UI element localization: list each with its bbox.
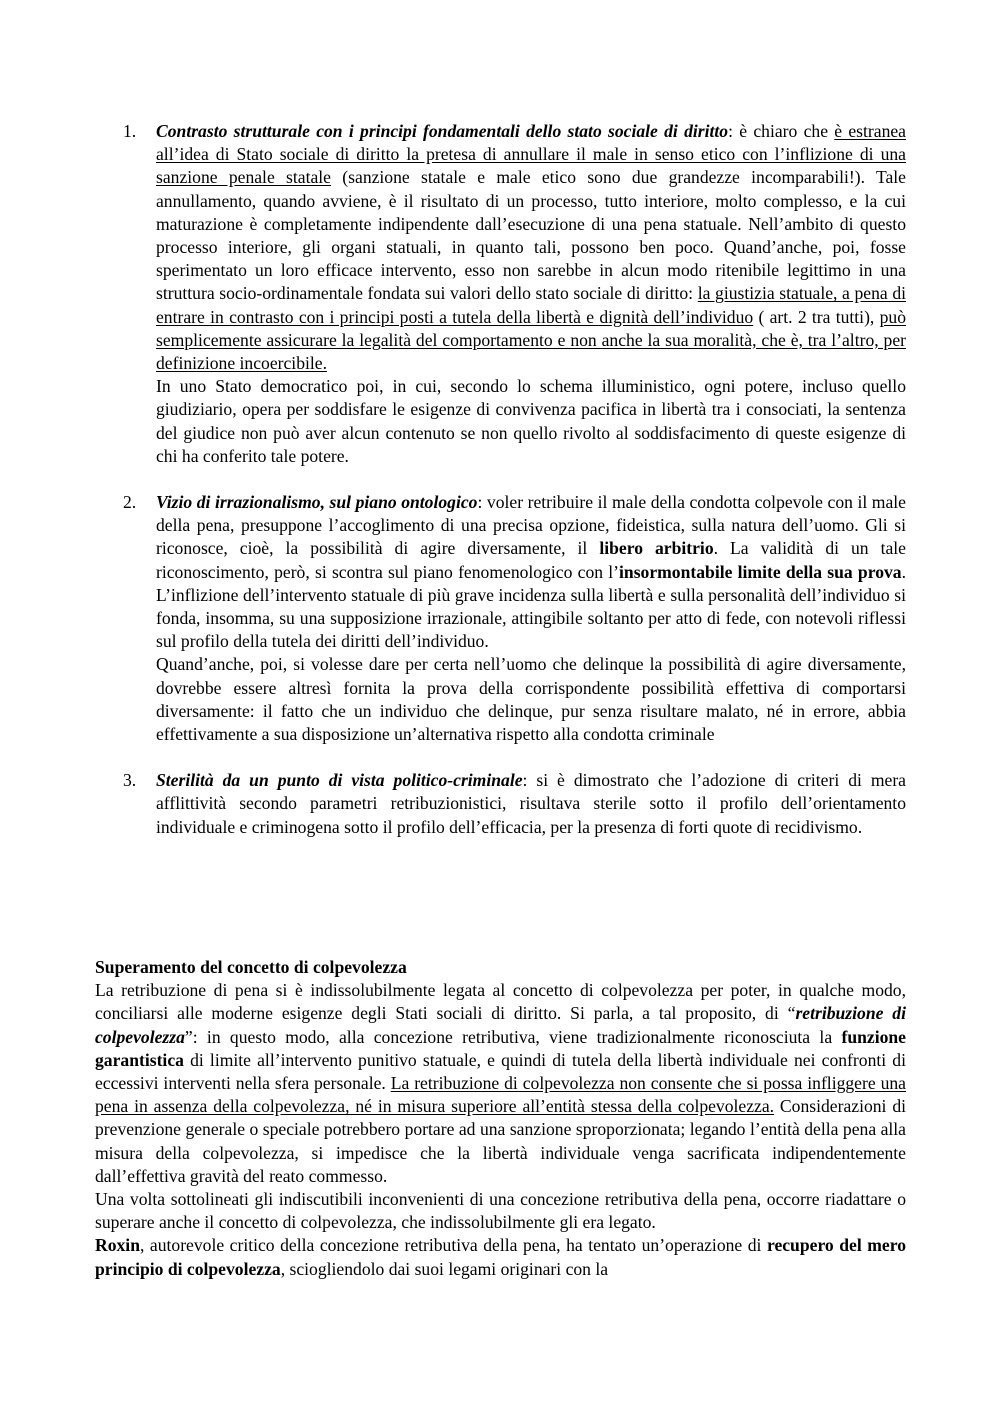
underlined-text: è estranea all’idea di Stato sociale di diritto la pretesa di annullare il male in senso etico con l’inflizione di una sanzione penale statale: [156, 121, 906, 188]
text-run: Considerazioni di prevenzione generale o speciale potrebbero portare ad una sanzione sproporzionata; legando l’entità della pena alla misura della colpevolezza, si impedisce che la libertà individuale venga sacrificata indipendentemente dall’effettiva gravità del reato commesso.: [95, 1096, 906, 1186]
paragraph: [95, 979, 906, 1188]
text-run: . La validità di un tale riconoscimento, però, si scontra sul piano fenomenologico con l’: [156, 538, 906, 582]
list-number: 3.: [123, 770, 137, 791]
paragraph: [156, 769, 906, 839]
text-run: : è chiaro che: [728, 121, 835, 141]
text-run: La retribuzione di pena si è indissolubilmente legata al concetto di colpevolezza per poter, in qualche modo, conciliarsi alle moderne esigenze degli Stati sociali di diritto. Si parla, a tal proposito, di “: [95, 980, 906, 1024]
item-title: Contrasto strutturale con i principi fondamentali dello stato sociale di diritto: [156, 121, 729, 141]
list-number: 1.: [123, 121, 137, 141]
text-run: : voler retribuire il male della condotta colpevole con il male della pena, presuppone l’accoglimento di una precisa opzione, fideistica, sulla natura dell’uomo. Gli si riconosce, cioè, la possibilità di agire diversamente, il: [156, 492, 906, 559]
underlined-text: La retribuzione di colpevolezza non consente che si possa infliggere una pena in assenza della colpevolezza, né in misura superiore all’entità stessa della colpevolezza.: [95, 1073, 906, 1117]
text-run: ( art. 2 tra tutti),: [753, 306, 880, 327]
bold-text: libero arbitrio: [599, 538, 714, 559]
bold-text: Roxin: [95, 1235, 140, 1256]
text-run: , sciogliendolo dai suoi legami originari con la: [280, 1258, 609, 1279]
section-heading: Superamento del concetto di colpevolezza: [95, 957, 407, 977]
underlined-text: la giustizia statuale, a pena di entrare in contrasto con i principi posti a tutela della libertà e dignità dell’individuo: [156, 283, 907, 327]
text-run: : si è dimostrato che l’adozione di criteri di mera afflittività secondo parametri retribuzionistici, risultava sterile sotto il profilo dell’orientamento individuale e criminogena sotto il profilo dell’efficacia, per la presenza di forti quote di recidivismo.: [156, 770, 906, 837]
bold-text: recupero del mero principio di colpevolezza: [95, 1235, 906, 1279]
section: [95, 956, 906, 1281]
list-item: [123, 769, 906, 839]
text-run: . L’inflizione dell’intervento statuale di più grave incidenza sulla libertà e sulla personalità dell’individuo si fonda, insomma, su una supposizione irrazionale, attingibile soltanto per atto di fede, con notevoli riflessi sul profilo della tutela dei diritti dell’individuo.: [156, 561, 906, 652]
text-run: , autorevole critico della concezione retributiva della pena, ha tentato un’operazione di: [139, 1235, 767, 1256]
numbered-list: [123, 120, 907, 839]
text-run: ”: in questo modo, alla concezione retributiva, viene tradizionalmente riconosciuta la: [184, 1026, 842, 1047]
bold-text: insormontabile limite della sua prova: [619, 561, 902, 582]
list-item: [123, 491, 906, 746]
paragraph: [156, 120, 906, 375]
paragraph: [156, 491, 906, 653]
paragraph: Quand’anche, poi, si volesse dare per certa nell’uomo che delinque la possibilità di agire diversamente, dovrebbe essere altresì fornita la prova della corrispondente possibilità effettiva di comportarsi diversamente: il fatto che un individuo che delinque, pur senza risultare malato, né in errore, abbia effettivamente a sua disposizione un’alternativa rispetto alla condotta criminale: [156, 654, 906, 745]
text-run: (sanzione statale e male etico sono due grandezze incomparabili!). Tale annullamento, quando avviene, è il risultato di un processo, tutto interiore, molto complesso, e la cui maturazione è completamente indipendente dall’esecuzione di una pena statuale. Nell’ambito di questo processo interiore, gli organi statuali, in quanto tali, possono ben poco. Quand’anche, poi, fosse sperimentato un loro efficace intervento, esso non sarebbe in alcun modo ritenibile legittimo in una struttura socio-ordinamentale fondata sui valori dello stato sociale di diritto:: [156, 167, 906, 304]
item-title: Sterilità da un punto di vista politico-criminale: [156, 770, 523, 791]
list-item: [123, 120, 907, 468]
text-run: di limite all’intervento punitivo statuale, e quindi di tutela della libertà individuale nei confronti di eccessivi interventi nella sfera personale.: [95, 1049, 906, 1094]
paragraph: Una volta sottolineati gli indiscutibili inconvenienti di una concezione retributiva della pena, occorre riadattare o superare anche il concetto di colpevolezza, che indissolubilmente gli era legato.: [95, 1189, 906, 1233]
bold-text: funzione garantistica: [95, 1026, 906, 1070]
underlined-text: può semplicemente assicurare la legalità del comportamento e non anche la sua moralità, che è, tra l’altro, per definizione incoercibile.: [156, 306, 906, 374]
paragraph: [95, 1234, 906, 1280]
list-number: 2.: [123, 492, 137, 513]
bold-italic-text: retribuzione di colpevolezza: [95, 1003, 906, 1047]
paragraph: In uno Stato democratico poi, in cui, secondo lo schema illuministico, ogni potere, incluso quello giudiziario, opera per soddisfare le esigenze di convivenza pacifica in libertà tra i consociati, la sentenza del giudice non può aver alcun contenuto se non quello rivolto al soddisfacimento di queste esigenze di chi ha conferito tale potere.: [156, 376, 906, 466]
item-title: Vizio di irrazionalismo, sul piano ontologico: [156, 492, 478, 513]
